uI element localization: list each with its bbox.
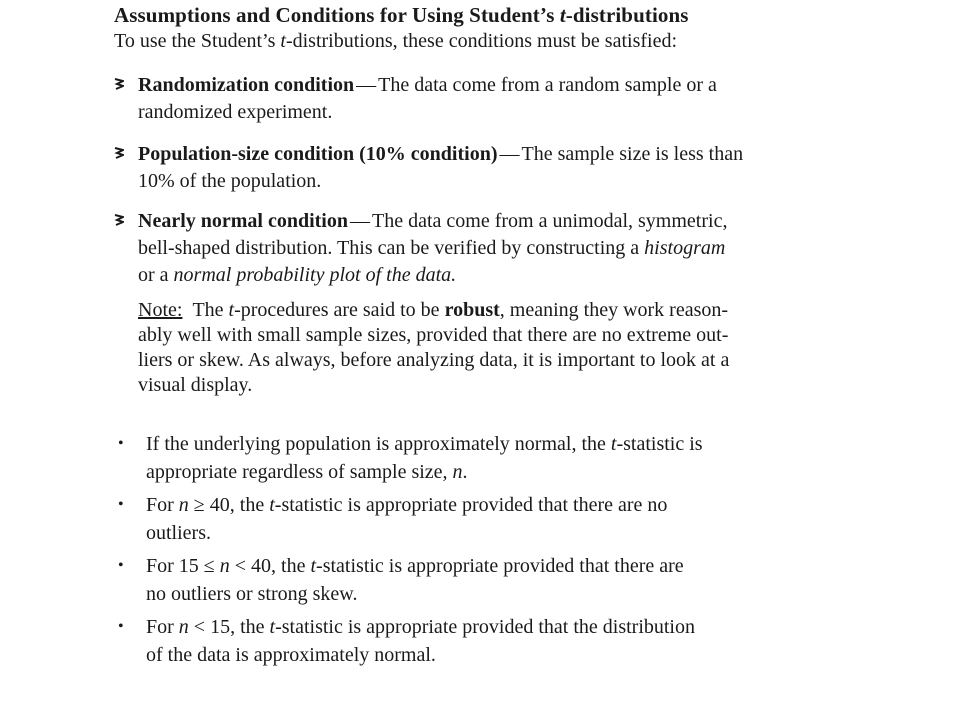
title-suffix: -distributions: [565, 3, 689, 27]
note-text: , meaning they work reason-: [499, 299, 729, 321]
condition-desc: or a: [138, 264, 174, 286]
rule-t: t: [610, 433, 617, 455]
title-prefix: Assumptions and Conditions for Using Student’s: [114, 3, 560, 27]
title-t: t: [559, 3, 566, 27]
rule-n: n: [178, 616, 189, 638]
condition-separator: —: [350, 210, 370, 232]
check-marker-icon: [114, 77, 124, 91]
rule-text: If the underlying population is approximately normal, the: [146, 433, 611, 455]
bullet: •: [118, 496, 124, 513]
note-label: Note:: [138, 299, 183, 321]
condition-desc: The data come from a random sample or a: [378, 74, 717, 96]
bullet: •: [118, 618, 124, 635]
rule-text: < 40, the: [229, 555, 311, 577]
subtitle-prefix: To use the Student’s: [114, 30, 281, 52]
rule-text: For 15 ≤: [146, 555, 220, 577]
condition-name: Randomization condition: [138, 74, 355, 96]
condition-separator: —: [356, 74, 377, 96]
rule-text: For: [146, 494, 179, 516]
rule-text: -statistic is appropriate provided that there are no: [274, 494, 668, 516]
check-marker-icon: [114, 146, 124, 160]
note-paragraph: [138, 298, 858, 398]
condition-text: [138, 72, 874, 126]
check-marker-icon: [114, 213, 124, 227]
condition-text: [138, 141, 874, 195]
page-title: [114, 3, 689, 28]
rule-text: appropriate regardless of sample size,: [146, 461, 453, 483]
rule-text: -statistic is: [616, 433, 703, 455]
rules-list: [114, 430, 854, 669]
bullet: •: [118, 557, 124, 574]
page-subtitle: [114, 30, 677, 53]
rule-text: -statistic is appropriate provided that the distribution: [275, 616, 695, 638]
condition-name: Population-size condition (10% condition): [138, 143, 498, 165]
bullet: •: [118, 435, 124, 452]
note-text: ably well with small sample sizes, provided that there are no extreme out-: [138, 324, 729, 346]
subtitle-suffix: -distributions, these conditions must be satisfied:: [285, 30, 678, 52]
list-item: [114, 491, 854, 547]
condition-desc: 10% of the population.: [138, 170, 322, 192]
rule-text: .: [462, 461, 468, 483]
condition-text: [138, 208, 874, 289]
rule-n: n: [178, 494, 189, 516]
condition-desc-italic: normal probability plot of the data.: [173, 264, 457, 286]
condition-desc: randomized experiment.: [138, 101, 333, 123]
rule-n: n: [219, 555, 230, 577]
condition-randomization: [114, 72, 874, 126]
rule-text: -statistic is appropriate provided that there are: [316, 555, 684, 577]
rule-t: t: [269, 494, 275, 516]
rule-text: of the data is approximately normal.: [146, 644, 436, 666]
condition-desc-italic: histogram: [644, 237, 726, 259]
note-text: liers or skew. As always, before analyzing data, it is important to look at a: [138, 349, 730, 371]
condition-desc: The data come from a unimodal, symmetric,: [372, 210, 728, 232]
rule-n: n: [452, 461, 463, 483]
rule-t: t: [310, 555, 317, 577]
subtitle-t: t: [280, 30, 286, 52]
rule-text: < 15, the: [188, 616, 270, 638]
list-item: [114, 430, 854, 486]
note-robust: robust: [444, 299, 500, 321]
list-item: [114, 552, 854, 608]
condition-separator: —: [499, 143, 520, 165]
note-text: -procedures are said to be: [234, 299, 445, 321]
rule-text: ≥ 40, the: [188, 494, 270, 516]
condition-desc: The sample size is less than: [521, 143, 744, 165]
rule-t: t: [269, 616, 276, 638]
rule-text: no outliers or strong skew.: [146, 583, 358, 605]
condition-desc: bell-shaped distribution. This can be verified by constructing a: [138, 237, 645, 259]
note-text: visual display.: [138, 374, 253, 396]
rule-text: For: [146, 616, 179, 638]
condition-name: Nearly normal condition: [138, 210, 348, 232]
condition-population-size: [114, 141, 874, 195]
condition-nearly-normal: [114, 208, 874, 289]
rule-text: outliers.: [146, 522, 211, 544]
note-text: The: [192, 299, 229, 321]
note-t: t: [228, 299, 235, 321]
list-item: [114, 613, 854, 669]
